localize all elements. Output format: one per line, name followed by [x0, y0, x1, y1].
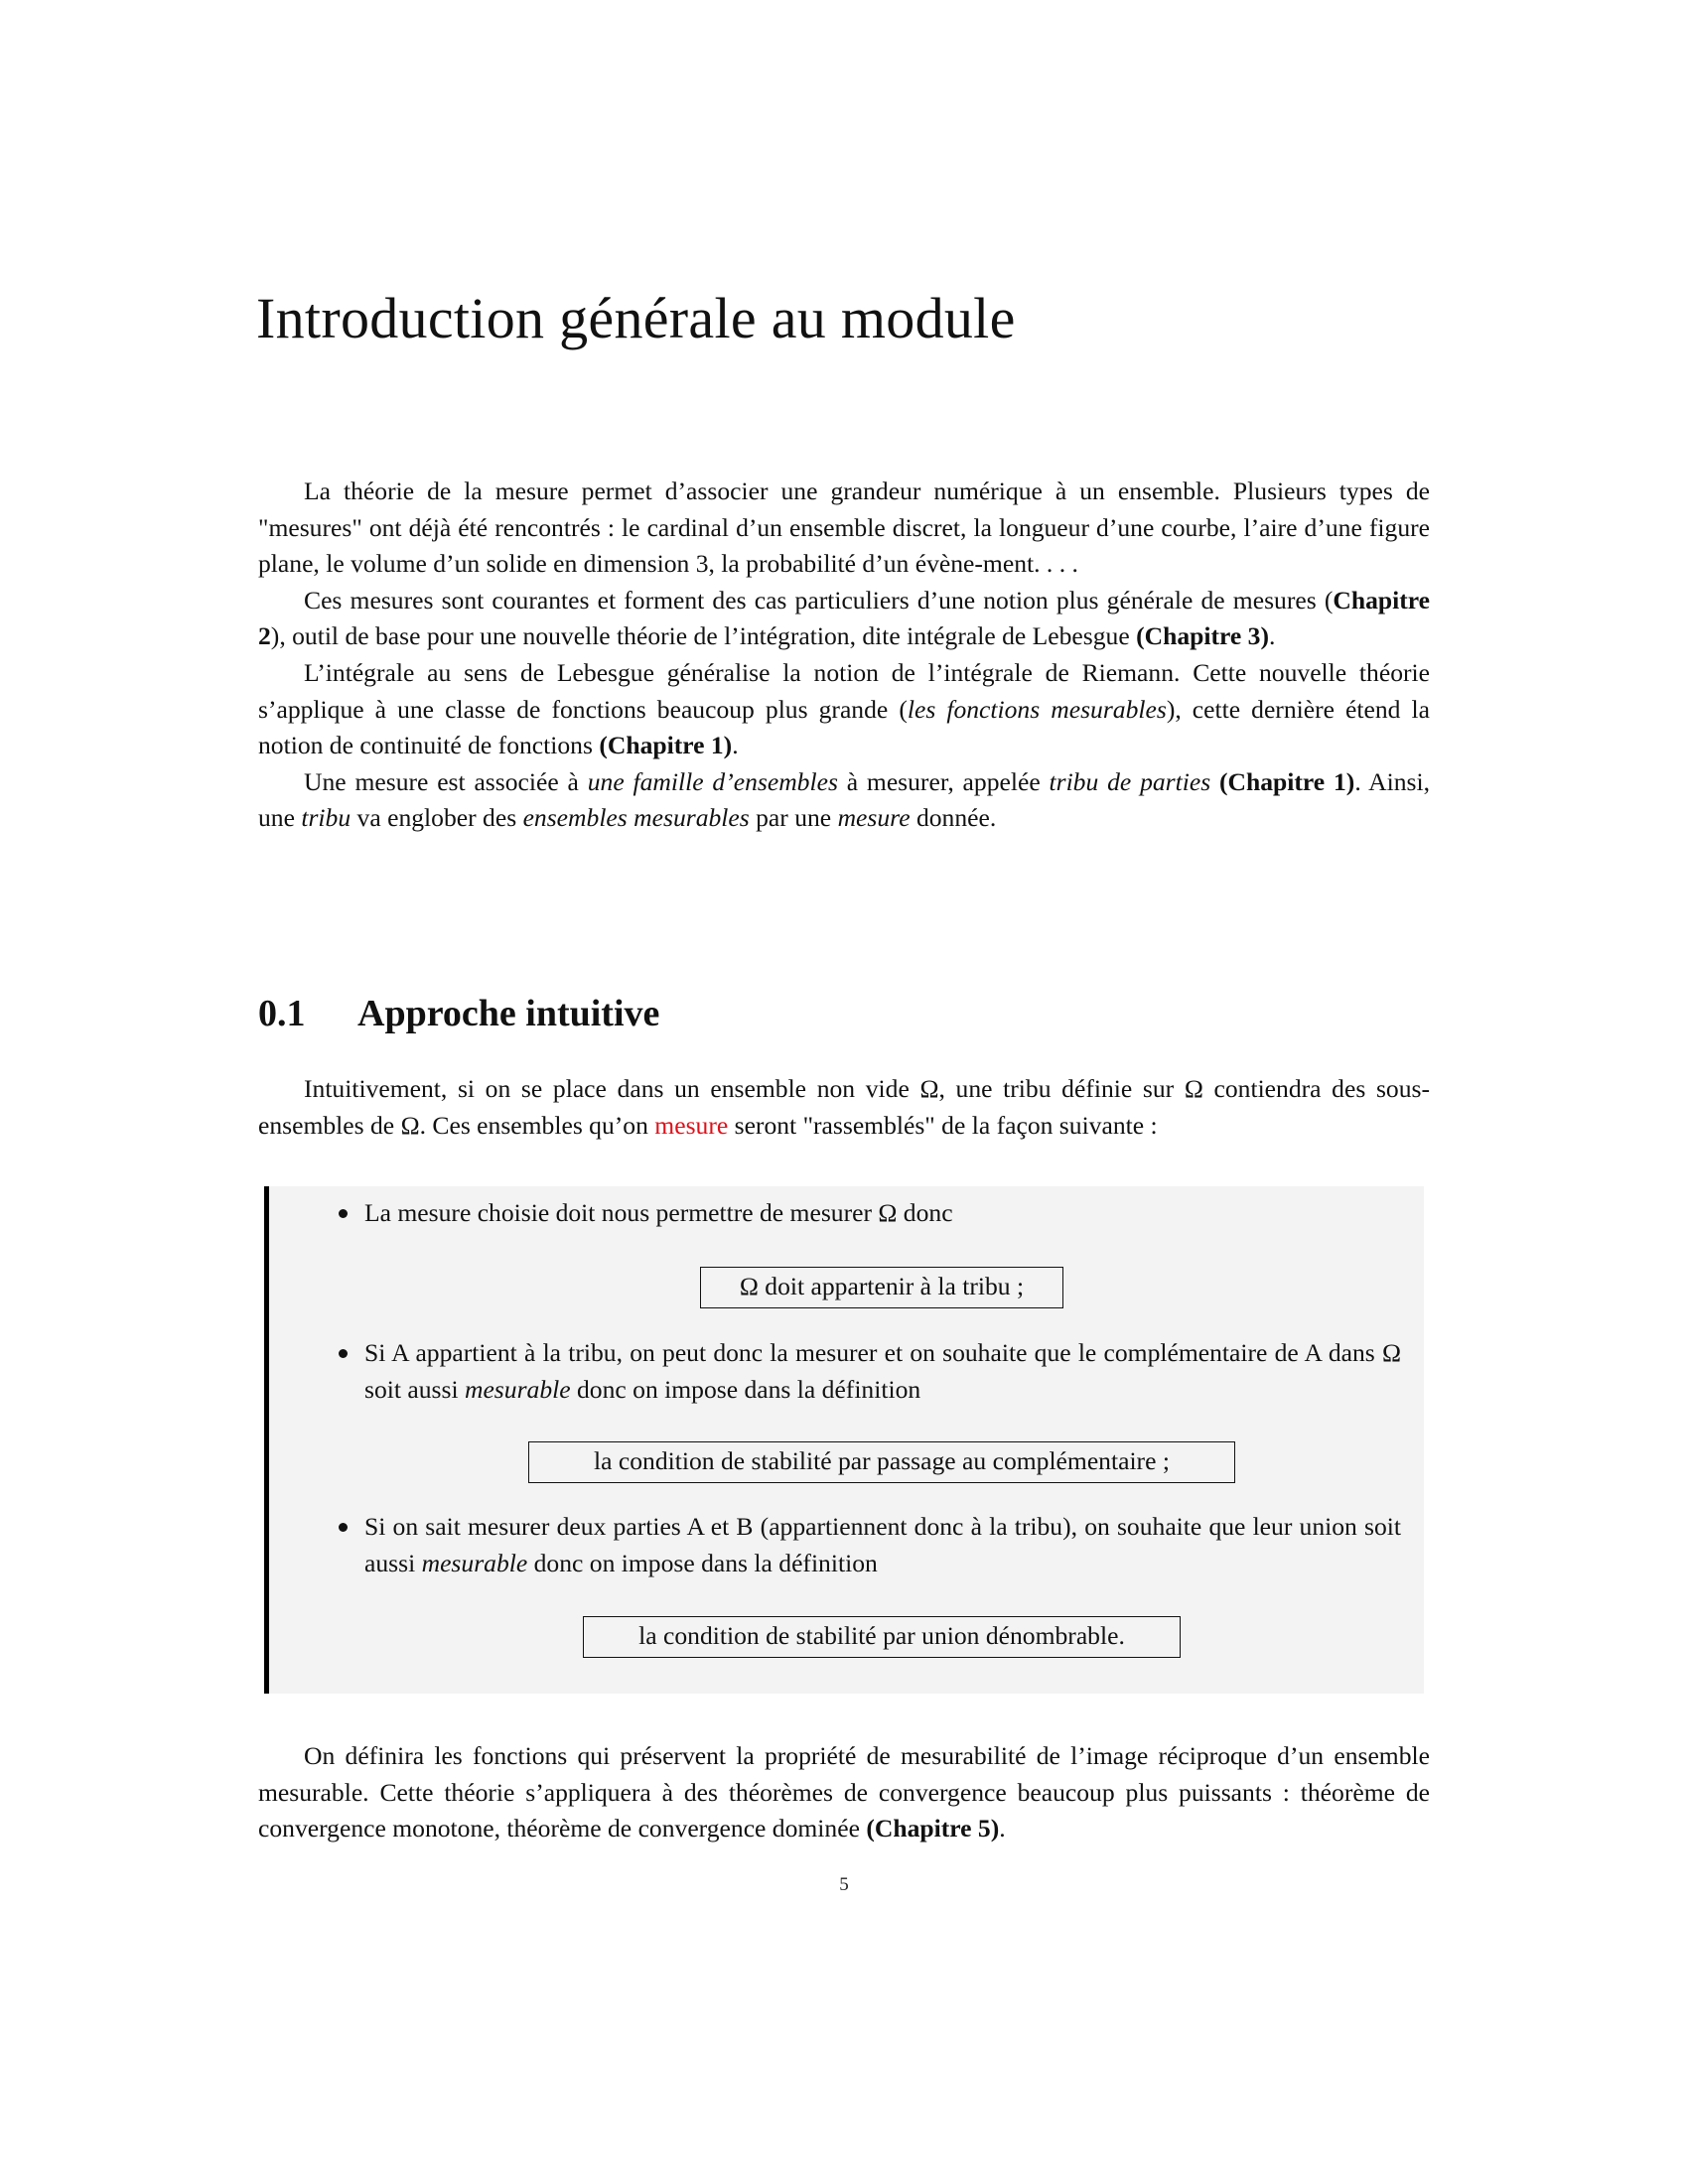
italic-term: mesure — [837, 803, 911, 833]
bullet-text — [364, 1198, 953, 1227]
text-run: à mesurer, appelée — [837, 766, 1050, 796]
section-title: Approche intuitive — [357, 993, 660, 1034]
text-run: . — [1269, 621, 1276, 651]
text-run: va englober des — [351, 803, 523, 833]
bullet-item — [364, 1509, 1401, 1581]
framed-condition: la condition de stabilité par passage au complémentaire ; — [528, 1441, 1235, 1483]
text-run: Ces mesures sont courantes et forment des cas particuliers d’une notion plus générale de mesures ( — [304, 585, 1334, 614]
italic-term: les fonctions mesurables — [907, 694, 1167, 724]
text-run: Intuitivement, si on se place dans un ensemble non vide Ω, une tribu définie sur Ω contiendra des sous-ensembles de Ω. Ces ensembles qu’on — [258, 1074, 1430, 1140]
intro-section — [258, 474, 1430, 837]
closing-paragraph — [258, 1738, 1430, 1847]
intro-paragraph — [258, 764, 1430, 837]
text-run: donnée. — [910, 803, 997, 833]
text-run: par une — [749, 803, 838, 833]
intro-paragraph — [258, 583, 1430, 655]
bullet-icon — [339, 1523, 348, 1532]
text-run: . Ainsi, une — [258, 766, 1430, 833]
highlighted-term: mesure — [654, 1110, 729, 1140]
bullet-text — [364, 1512, 1401, 1577]
page-number: 5 — [839, 1874, 849, 1895]
text-run: Si on sait mesurer deux parties A et B (appartiennent donc à la tribu), on souhaite que leur union soit aussi — [364, 1512, 1401, 1577]
text-run: donc on impose dans la définition — [527, 1548, 878, 1577]
bold-reference: (Chapitre 3) — [1136, 621, 1269, 651]
bullet-text — [364, 1338, 1401, 1404]
text-run: donc on impose dans la définition — [570, 1374, 921, 1404]
text-run: Si A appartient à la tribu, on peut donc la mesurer et on souhaite que le complémentaire de A dans Ω soit aussi — [364, 1338, 1401, 1404]
intro-paragraph — [258, 655, 1430, 764]
bold-reference: (Chapitre 1) — [1219, 766, 1355, 796]
text-run: ), outil de base pour une nouvelle théorie de l’intégration, dite intégrale de Lebesgue — [270, 621, 1137, 651]
text-run: On définira les fonctions qui préservent la propriété de mesurabilité de l’image réciproque d’un ensemble mesurable. Cette théorie s’appliquera à des théorèmes de convergence beaucoup plus puissants : théorème de convergence monotone, théorème de convergence dominée — [258, 1741, 1430, 1843]
text-run: La théorie de la mesure permet d’associer une grandeur numérique à un ensemble. Plusieurs types de "mesures" ont déjà été rencontrés : le cardinal d’un ensemble discret, la longueur d’une courbe, l’aire d’une figure plane, le volume d’un solide en dimension 3, la probabilité d’un évène-ment. . . . — [258, 477, 1430, 579]
intro-paragraph — [258, 474, 1430, 583]
framed-condition: la condition de stabilité par union dénombrable. — [583, 1616, 1181, 1658]
section-heading — [258, 989, 659, 1038]
text-run: . — [999, 1814, 1006, 1843]
bold-reference: Chapitre 2 — [258, 585, 1430, 651]
italic-term: une famille d’ensembles — [587, 766, 838, 796]
framed-condition: Ω doit appartenir à la tribu ; — [700, 1267, 1063, 1308]
chapter-title: Introduction générale au module — [256, 286, 1016, 350]
bold-reference: (Chapitre 1) — [599, 731, 733, 760]
text-run: La mesure choisie doit nous permettre de mesurer Ω donc — [364, 1198, 953, 1227]
text-run: seront "rassemblés" de la façon suivante : — [728, 1110, 1158, 1140]
text-run: . — [732, 731, 739, 760]
text-run — [1210, 767, 1219, 796]
section-number: 0.1 — [258, 993, 306, 1034]
italic-term: mesurable — [421, 1548, 528, 1577]
italic-term: tribu — [301, 803, 352, 833]
bold-reference: (Chapitre 5) — [866, 1814, 1000, 1843]
section-intro — [258, 1071, 1430, 1144]
section-intro-paragraph — [258, 1071, 1430, 1144]
text-run: L’intégrale au sens de Lebesgue généralise la notion de l’intégrale de Riemann. Cette nouvelle théorie s’applique à une classe de fonctions beaucoup plus grande ( — [258, 657, 1430, 724]
text-run: ), cette dernière étend la notion de continuité de fonctions — [258, 694, 1430, 760]
bullet-icon — [339, 1209, 348, 1218]
italic-term: tribu de parties — [1049, 766, 1211, 796]
italic-term: ensembles mesurables — [522, 803, 750, 833]
bullet-icon — [339, 1349, 348, 1358]
text-run: Une mesure est associée à — [304, 766, 588, 796]
bullet-item — [364, 1335, 1401, 1408]
callout-box — [264, 1186, 1424, 1694]
closing-section — [258, 1738, 1430, 1847]
italic-term: mesurable — [464, 1374, 571, 1404]
bullet-item — [364, 1195, 1401, 1232]
